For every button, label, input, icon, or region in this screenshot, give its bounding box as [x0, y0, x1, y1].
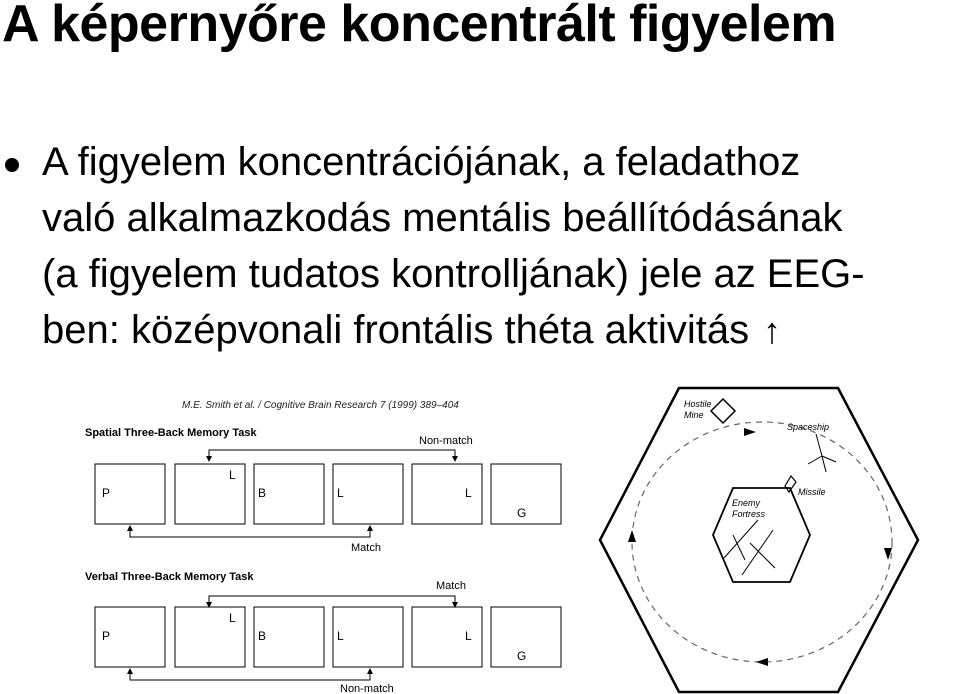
- verbal-letter-l-3: L: [465, 629, 472, 643]
- fortress-hexagon: [713, 488, 810, 582]
- verbal-letter-l-2: L: [337, 629, 344, 643]
- spatial-letter-b: B: [258, 486, 267, 500]
- enemy-label: Enemy: [732, 498, 761, 508]
- orbit-arrow-bottom: [756, 658, 768, 666]
- fortress-label: Fortress: [732, 509, 766, 519]
- hostile-label: Hostile: [684, 399, 712, 409]
- spatial-letter-p: P: [102, 486, 111, 500]
- up-arrow-icon: ↑: [763, 310, 782, 351]
- missile-label: Missile: [798, 487, 826, 497]
- bullet-line-3: (a figyelem tudatos kontrolljának) jele az EEG-: [42, 252, 865, 296]
- slide-title: A képernyőre koncentrált figyelem: [2, 0, 837, 53]
- orbit-arrow-top: [744, 428, 756, 436]
- orbit-path: [632, 422, 892, 662]
- outer-hexagon: [600, 388, 918, 692]
- verbal-match-label: Match: [436, 580, 466, 592]
- figure-citation: M.E. Smith et al. / Cognitive Brain Research 7 (1999) 389–404: [182, 400, 459, 411]
- bullet-line-2: való alkalmazkodás mentális beállítódásának: [42, 196, 843, 240]
- verbal-letter-b: B: [258, 629, 267, 643]
- fortress-lines: [724, 520, 775, 575]
- spatial-letter-g: G: [517, 506, 527, 520]
- spatial-letter-l-1: L: [229, 468, 236, 482]
- hostile-mine-icon: [711, 399, 735, 423]
- spatial-task-heading: Spatial Three-Back Memory Task: [85, 427, 257, 439]
- spatial-match-label: Match: [351, 542, 381, 554]
- missile-icon: [785, 476, 796, 492]
- verbal-letter-l-1: L: [229, 611, 236, 625]
- spatial-letter-l-3: L: [465, 486, 472, 500]
- spaceship-label: Spaceship: [787, 422, 830, 432]
- spatial-nonmatch-label: Non-match: [419, 435, 473, 447]
- spatial-letter-l-2: L: [337, 486, 344, 500]
- bullet-line-4-text: ben: középvonali frontális théta aktivitás: [42, 308, 750, 352]
- spaceship-icon: [808, 434, 836, 472]
- verbal-letter-g: G: [517, 649, 527, 663]
- bullet-line-1: A figyelem koncentrációjának, a feladathoz: [42, 140, 801, 184]
- orbit-arrow-left: [628, 530, 636, 542]
- mine-label: Mine: [684, 410, 704, 420]
- verbal-nonmatch-label: Non-match: [340, 683, 394, 694]
- verbal-task-heading: Verbal Three-Back Memory Task: [85, 571, 254, 583]
- verbal-letter-p: P: [102, 629, 111, 643]
